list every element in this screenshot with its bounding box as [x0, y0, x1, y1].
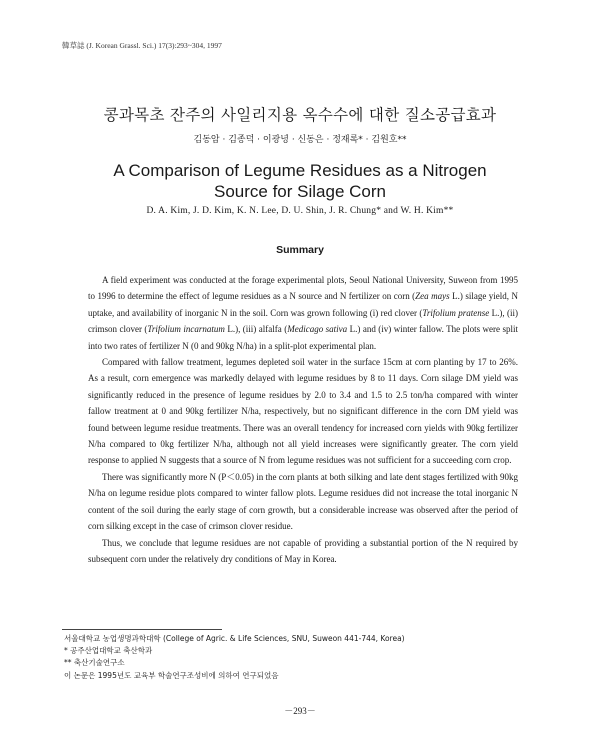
footnote-star-1: * 공주산업대학교 축산학과 — [64, 646, 153, 656]
korean-authors: 김동암 · 김종덕 · 이광녕 · 신동은 · 정재록* · 김원호** — [193, 135, 407, 145]
footnote-funding: 이 논문은 1995년도 교육부 학술연구조성비에 의하여 연구되었음 — [64, 670, 279, 680]
summary-body — [88, 272, 518, 567]
page-number: －293－ — [284, 706, 316, 716]
p1-text-d: L.), (iii) alfalfa ( — [224, 324, 288, 335]
summary-paragraph-3: There was significantly more N (P＜0.05) in the corn plants at both silking and late dent stages fertilized with 90kg N/ha on legume residue plots compared to winter fallow plots. Legume residues did not increase the total inorganic N content of the soil during the early stage of corn growth, but a considerable increase was observed after the period of corn silking except in the case of crimson clover residue. — [88, 471, 518, 532]
summary-paragraph-2: Compared with fallow treatment, legumes depleted soil water in the surface 15cm at corn planting by 17 to 26%. As a result, corn emergence was markedly delayed with legume residues by 8 to 11 days. Corn silage DM yield was significantly reduced in the presence of legume residues by 2.0 to 3.4 and 1.5 to 2.5 ton/ha compared with winter fallow treatment at 0 and 90kg fertilizer N/ha, respectively, but no significant difference in the corn DM yield was found between legume residue treatments. There was an overall tendency for increased corn yields with 90kg fertilizer N/ha compared to 0kg fertilizer N/ha, although not all yield increases were significantly greater. The corn yield response to applied N suggests that a source of N from legume residues was not sufficient for a succeeding corn crop. — [88, 357, 518, 466]
scientific-name-alfalfa: Medicago sativa — [287, 324, 348, 335]
english-authors: D. A. Kim, J. D. Kim, K. N. Lee, D. U. Shin, J. R. Chung* and W. H. Kim** — [146, 206, 454, 216]
english-title — [0, 160, 600, 202]
korean-title: 콩과목초 잔주의 사일리지용 옥수수에 대한 질소공급효과 — [103, 106, 497, 124]
footnote-divider — [62, 629, 222, 630]
p1-text-a: A field experiment was conducted at the forage experimental plots, Seoul National University, Suweon from 1995 to 1996 to determine the effect of legume residues as a N source and N fertilizer on corn ( — [88, 275, 518, 302]
summary-paragraph-1 — [88, 272, 518, 354]
english-title-line-1: A Comparison of Legume Residues as a Nitrogen — [113, 161, 487, 180]
footnote-star-2: ** 축산기술연구소 — [64, 658, 125, 668]
summary-heading: Summary — [276, 244, 324, 256]
p1-text-e: L.) and (iv) winter fallow. The plots were split into two rates of fertilizer N (0 and 90kg N/ha) in a split-plot experimental plan. — [88, 324, 518, 351]
scientific-name-red-clover: Trifolium pratense — [422, 307, 490, 318]
footnotes — [64, 633, 405, 682]
english-title-line-2: Source for Silage Corn — [214, 182, 386, 201]
scientific-name-corn: Zea mays — [415, 291, 450, 302]
p1-text-b: L.) silage yield, N uptake, and availability of inorganic N in the soil. Corn was grown following (i) red clover ( — [88, 291, 519, 318]
summary-paragraph-4: Thus, we conclude that legume residues are not capable of providing a substantial portion of the N required by subsequent corn under the relatively dry conditions of May in Korea. — [88, 537, 518, 564]
p1-text-c: L.), (ii) crimson clover ( — [88, 307, 518, 335]
scientific-name-crimson-clover: Trifolium incarnatum — [147, 324, 225, 335]
footnote-affiliation: 서울대학교 농업생명과학대학 (College of Agric. & Life Sciences, SNU, Suweon 441-744, Korea) — [64, 634, 405, 643]
journal-reference: 韓草誌 (J. Korean Grassl. Sci.) 17(3):293~304, 1997 — [62, 41, 222, 50]
